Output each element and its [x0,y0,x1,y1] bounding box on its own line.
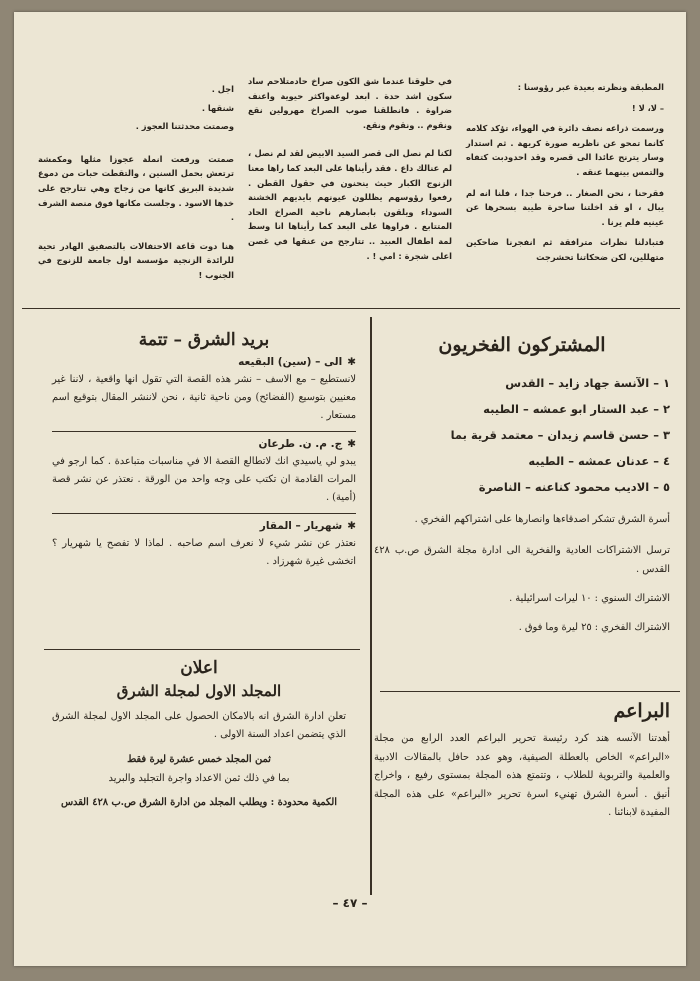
magazine-page [14,12,686,966]
story-column-left [38,82,234,289]
star-icon: ✱ [347,438,356,450]
ad-price-note: بما في ذلك ثمن الاعداد واجرة التجليد والبريد [108,773,290,784]
mail-reply: يبدو لي ياسيدي انك لاتطالع القصة الا في مناسبات متباعدة . كما ارجو في المرات القادمة ان تكتب على وجه واحد من الورقة . نعتذر عن نشر قصة (أمية) . [52,456,356,503]
star-icon: ✱ [347,356,356,368]
section-divider [22,308,680,309]
mail-recipient: ✱ج. م. ن. طرعان [258,438,356,450]
ad-title: اعلان [180,658,218,678]
story-paragraph: وصمتت محدثتنا العجوز . [135,121,234,132]
entry-divider [52,431,356,432]
story-paragraph: شنقها . [201,102,234,113]
list-item: ١ – الآنسة جهاد زايد – القدس [505,376,670,390]
story-column-middle [248,74,452,269]
ad-limited: الكمية محدودة : ويطلب المجلد من ادارة الشرق ص.ب ٤٢٨ القدس [61,797,337,808]
list-item: ٤ – عدنان عمشه – الطيبه [528,454,670,468]
story-paragraph: هنا دوت قاعة الاحتفالات بالتصفيق الهادر تحية للرائدة الزنجية مؤسسة اول جامعة للزنوج في الجنوب ! [38,240,234,280]
list-item: ٣ – حسن قاسم زيدان – معتمد قرية بما [450,428,670,442]
honorary-subscribers-title: المشتركون الفخريون [438,334,606,356]
honorary-subscribers-section [374,334,670,637]
advertisement-section [52,658,346,812]
ad-subtitle: المجلد الاول لمجلة الشرق [116,682,282,700]
story-paragraph: فتبادلنا نظرات مترافقة ثم انفجرنا ضاحكين متهللين، لكن ضحكاتنا تحشرجت [466,237,664,262]
section-divider [44,649,360,650]
story-paragraph: فقرحنا ، نحن الصغار .. فرحنا جدا ، فلنا انه لم يبال ، او قد اخلتنا ساحرة طيبة بسحرها عن عينيه فلم يرنا . [466,187,664,227]
mail-reply: لانستطيع – مع الاسف – نشر هذه القصة التي تقول انها واقعية ، لاننا غير معنيين بتوسيع (الفضائح) ومن ناحية ثانية ، نحن لاننشر المقال بتوقيع اسم مستعار . [52,374,356,421]
ad-text: تعلن ادارة الشرق انه بالامكان الحصول على المجلد الاول لمجلة الشرق الذي يتضمن اعداد السنة الاولى . [52,711,346,740]
entry-divider [52,513,356,514]
mail-title: بريد الشرق – تتمة [138,330,270,350]
story-paragraph: – لا، لا ! [631,102,664,113]
ad-price: ثمن المجلد خمس عشرة ليرة فقط [127,754,271,765]
story-paragraph: في حلوقنا عندما شق الكون صراخ حادمتلاحم ساد سكون اشد حدة . ابعد لوعةواكثر حيوية واعنف ضراوة . فانطلقنا صوب الصراخ مهرولين نقع ونقوم .. ونقوم ونقع. [248,76,452,130]
annual-subscription: الاشتراك السنوي : ١٠ ليرات اسرائيلية . [509,593,670,604]
subscribers-thanks: أسرة الشرق تشكر اصدقاءها وانصارها على اشتراكهم الفخري . [414,514,670,525]
story-paragraph: اجل . [211,84,234,94]
subscribers-list [374,370,670,500]
section-divider [380,691,680,692]
honorary-subscription: الاشتراك الفخري : ٢٥ ليرة وما فوق . [518,622,670,633]
story-paragraph: المطبقة ونظرته بعيدة عبر رؤوسنا : [517,82,664,92]
star-icon: ✱ [347,520,356,532]
story-paragraph: صمتت ورفعت انملة عجوزا مثلها ومكمشة ترتعش بحمل السنين ، والتقطت حبات من دموع شديدة البريق كانها من زجاج وهي تتارجح على خدها الاسود . وجلست مكانها فوق منصة الشرف . [38,153,234,223]
mail-section [52,330,356,571]
list-item: ٢ – عبد الستار ابو عمشه – الطيبه [483,402,670,416]
buds-title: البراعم [613,700,670,722]
list-item: ٥ – الاديب محمود كناعنه – الناصرة [478,480,670,494]
buds-section [374,700,670,823]
story-paragraph: ورسمت ذراعه نصف دائرة في الهواء، تؤكد كلامه كانما تمحو عن ناظريه صورة كريهة . ثم استدار وسار يترنح عائدا الى قصره وقد احدودبت كتفاه والتمس بينهما عنقه . [466,123,664,177]
subscribers-send-info: ترسل الاشتراكات العادية والفخرية الى ادارة مجلة الشرق ص.ب ٤٢٨ القدس . [374,545,670,575]
mail-recipient: ✱الى – (سين) البقيعه [238,356,356,368]
column-divider [370,317,372,895]
story-column-right [466,80,664,271]
page-number: – ٤٧ – [332,896,368,910]
buds-text: أهدتنا الآنسه هند كرد رئيسة تحرير البراعم العدد الرابع من مجلة «البراعم» الخاص بالعطلة الصيفية، وهو عدد حافل بالمقالات الادبية والعلمية والتربوية للطلاب ، وتتمتع هذه المجلة بمستوى رفيع ، واخراج أنيق . أسرة الشرق تهنيء اسرة تحرير «البراعم» على هذه المجلة المفيدة لابنائنا . [374,733,670,818]
story-paragraph: لكنا لم نصل الى قصر السيد الابيض لقد لم نصل ، لم عنالك داع . فقد رأيناها على البعد كما راها معنا الزنوج الكبار حيث ينحنون في حقول القطن . رفعوا رؤوسهم يظللون عيونهم بايديهم الخشنة السوداء ويلقون بابصارهم ناحية الصراخ الحاد المتتابع . فراوها على البعد كما رأيناها انا وسط لمة اطفال العبيد .. تتارجح من عنقها في غصن اعلى شجرة : امي ! . [248,148,452,261]
mail-recipient: ✱شهريار – المقار [259,520,356,532]
mail-reply: نعتذر عن نشر شيء لا نعرف اسم صاحبه . لماذا لا تفصح يا شهريار ؟ اتخشى غيرة شهرزاد . [52,538,356,567]
